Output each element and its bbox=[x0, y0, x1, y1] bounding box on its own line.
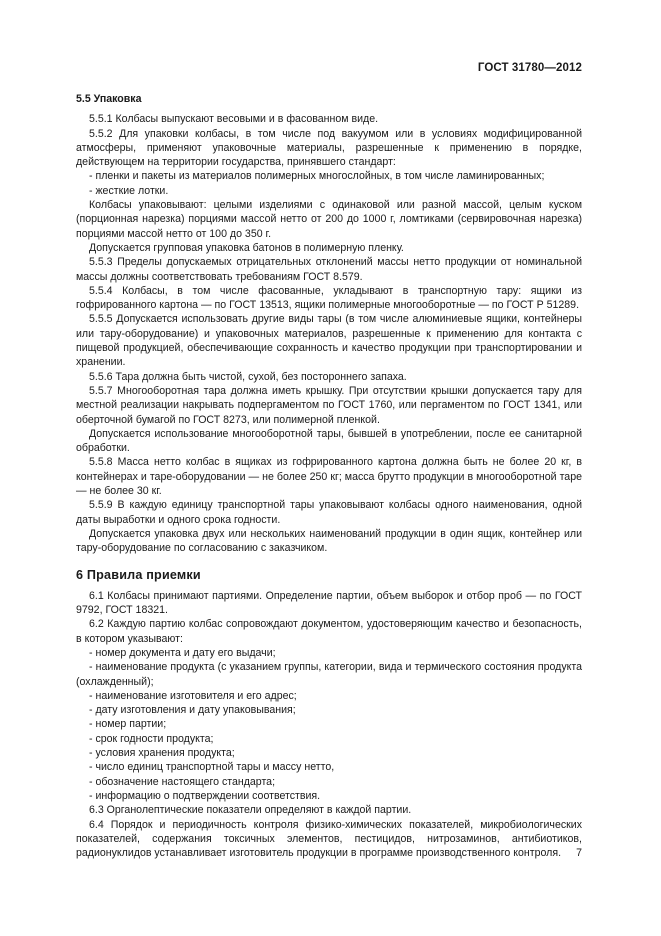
list-item: - срок годности продукта; bbox=[89, 732, 214, 745]
document-header: ГОСТ 31780—2012 bbox=[477, 62, 582, 74]
list-item: - условия хранения продукта; bbox=[89, 747, 235, 760]
paragraph: 5.5.4 Колбасы, в том числе фасованные, укладывают в транспортную тару: ящики из гофрированного картона — по ГОСТ 13513, ящики полимерные многооборотные — по ГОСТ Р 51289. bbox=[76, 284, 582, 312]
paragraph: Допускается использование многооборотной тары, бывшей в употреблении, после ее санитарной обработки. bbox=[76, 427, 582, 455]
list-item: - пленки и пакеты из материалов полимерных многослойных, в том числе ламинированных; bbox=[89, 170, 545, 183]
paragraph: 5.5.2 Для упаковки колбасы, в том числе под вакуумом или в условиях модифицированной атмосферы, применяют упаковочные материалы, разрешенные к применению в порядке, действующем на территории государства, принявшего стандарт: bbox=[76, 127, 582, 169]
paragraph: Допускается упаковка двух или нескольких наименований продукции в один ящик, контейнер или тару-оборудование по согласованию с заказчиком. bbox=[76, 527, 582, 555]
list-item: - жесткие лотки. bbox=[89, 184, 169, 197]
paragraph: Допускается групповая упаковка батонов в полимерную пленку. bbox=[89, 241, 404, 254]
list-item: - наименование продукта (с указанием группы, категории, вида и термического состояния продукта (охлажденный); bbox=[76, 661, 582, 688]
list-item: - номер документа и дату его выдачи; bbox=[89, 646, 276, 659]
list-item: - информацию о подтверждении соответствия. bbox=[89, 789, 321, 802]
paragraph: 6.4 Порядок и периодичность контроля физико-химических показателей, микробиологических показателей, содержания токсичных элементов, пестицидов, нитрозаминов, антибиотиков, радионуклидов устанавливает изготовитель продукции в программе производственного контроля. bbox=[76, 818, 582, 860]
paragraph: 5.5.1 Колбасы выпускают весовыми и в фасованном виде. bbox=[89, 113, 379, 126]
page-number: 7 bbox=[576, 847, 582, 859]
paragraph: 5.5.8 Масса нетто колбас в ящиках из гофрированного картона должна быть не более 20 кг, в контейнерах и таре-оборудовании — не более 250 кг; масса брутто продукции в многооборотной таре — не более 30 кг. bbox=[76, 456, 582, 498]
paragraph: 5.5.7 Многооборотная тара должна иметь крышку. При отсутствии крышки допускается тару для местной реализации накрывать подпергаментом по ГОСТ 1760, или пергаментом по ГОСТ 1341, или оберточной бумагой по ГОСТ 8273, или полимерной пленкой. bbox=[76, 384, 582, 426]
list-item: - дату изготовления и дату упаковывания; bbox=[89, 704, 296, 717]
paragraph: 5.5.9 В каждую единицу транспортной тары упаковывают колбасы одного наименования, одной даты выработки и одного срока годности. bbox=[76, 499, 582, 526]
list-item: - наименование изготовителя и его адрес; bbox=[89, 689, 297, 702]
document-body bbox=[76, 92, 582, 860]
section-5-5-heading: 5.5 Упаковка bbox=[76, 93, 142, 105]
paragraph: 5.5.5 Допускается использовать другие виды тары (в том числе алюминиевые ящики, контейнеры или тару-оборудование) и упаковочных материалов, разрешенные к применению для контакта с пищевой продукцией, обеспечивающие сохранность и качество продукции при транспортировании и хранении. bbox=[76, 313, 582, 369]
list-item: - обозначение настоящего стандарта; bbox=[89, 775, 276, 788]
paragraph: 5.5.3 Пределы допускаемых отрицательных отклонений массы нетто продукции от номинальной массы должны соответствовать требованиям ГОСТ 8.579. bbox=[76, 256, 582, 283]
paragraph: 6.3 Органолептические показатели определяют в каждой партии. bbox=[89, 804, 412, 817]
section-6-heading: 6 Правила приемки bbox=[76, 567, 201, 582]
list-item: - номер партии; bbox=[89, 718, 167, 731]
list-item: - число единиц транспортной тары и массу нетто, bbox=[89, 761, 335, 774]
paragraph: 6.2 Каждую партию колбас сопровождают документом, удостоверяющим качество и безопасность, в котором указывают: bbox=[76, 618, 582, 645]
paragraph: 6.1 Колбасы принимают партиями. Определение партии, объем выборок и отбор проб — по ГОСТ 9792, ГОСТ 18321. bbox=[76, 589, 582, 617]
paragraph: 5.5.6 Тара должна быть чистой, сухой, без постороннего запаха. bbox=[89, 370, 407, 383]
paragraph: Колбасы упаковывают: целыми изделиями с одинаковой или разной массой, целым куском (порционная нарезка) порциями массой нетто от 200 до 1000 г, ломтиками (сервировочная нарезка) порциями массой нетто от 100 до 350 г. bbox=[76, 199, 582, 240]
